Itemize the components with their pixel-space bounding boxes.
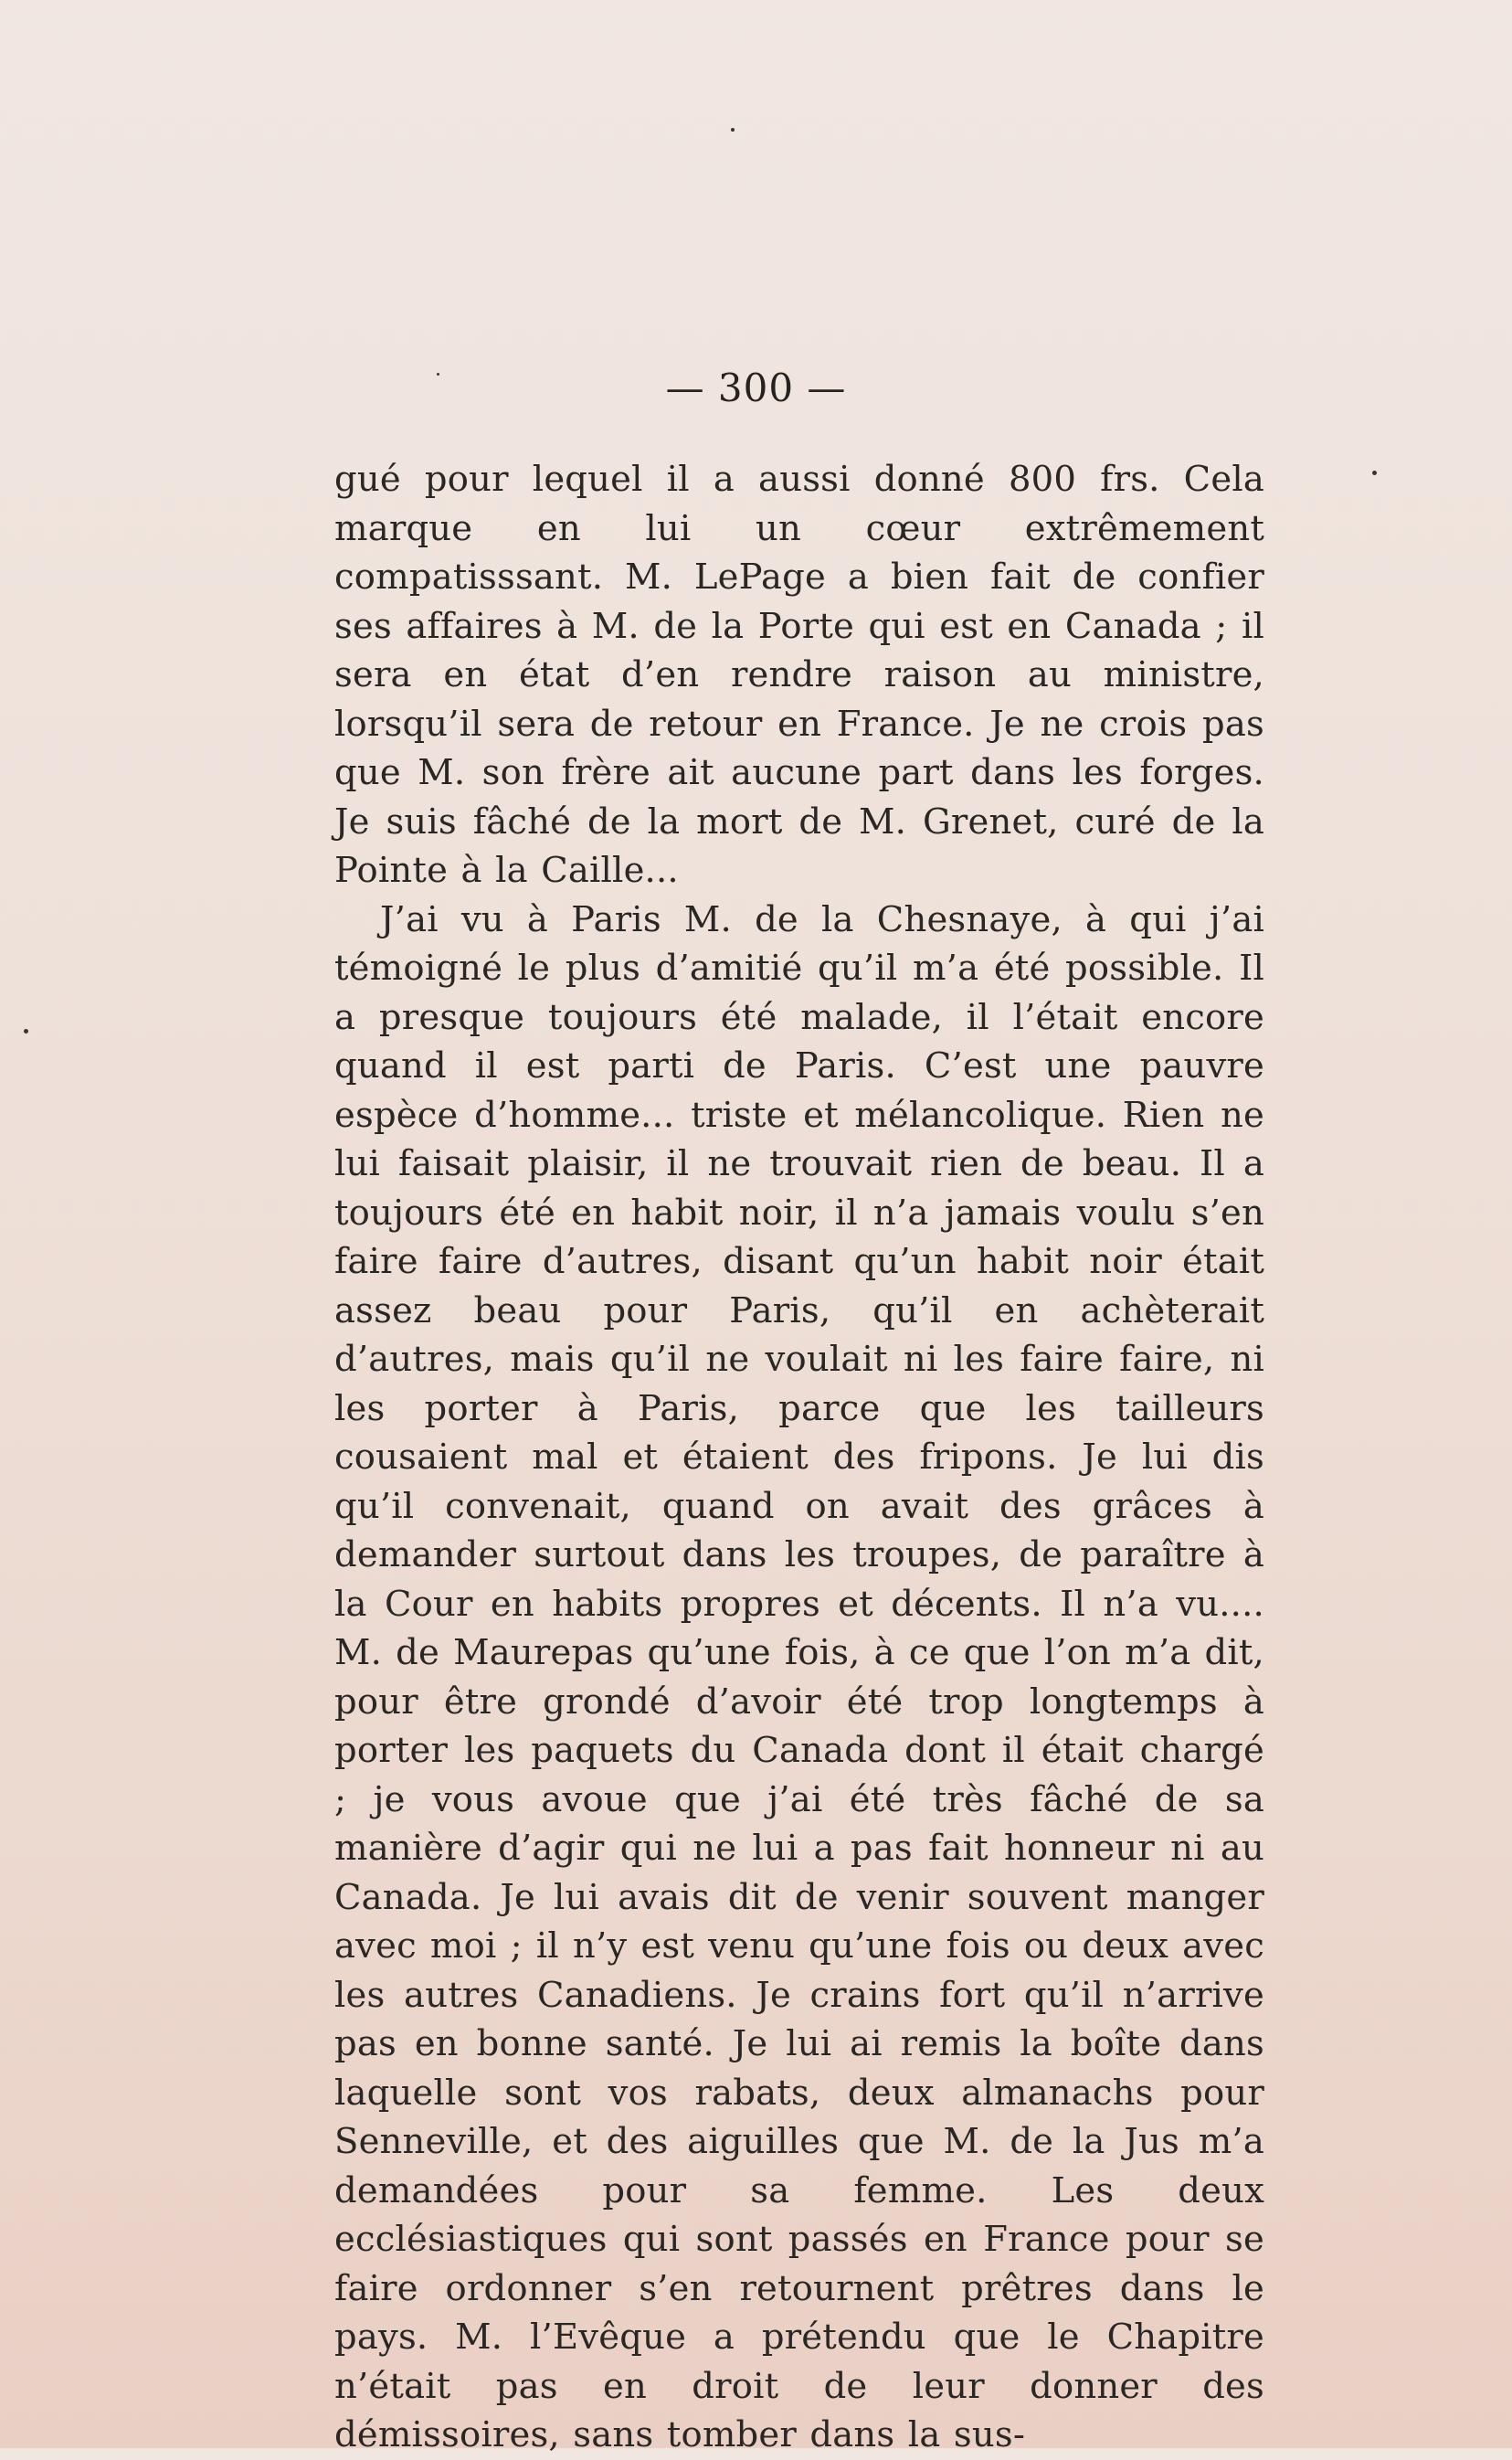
paper-speck (731, 128, 735, 132)
paragraph-chesnaye: J’ai vu à Paris M. de la Chesnaye, à qui j’ai témoigné le plus d’amitié qu’il m’a été possible. Il a presque toujours été malade, il l’était encore quand il est parti de Paris. C’est une pauvre espèce d’homme... triste et mélancolique. Rien ne lui faisait plaisir, il ne trouvait rien de beau. Il a toujours été en habit noir, il n’a jamais voulu s’en faire faire d’autres, disant qu’un habit noir était assez beau pour Paris, qu’il en achèterait d’autres, mais qu’il ne voulait ni les faire faire, ni les porter à Paris, parce que les tailleurs cousaient mal et étaient des fripons. Je lui dis qu’il convenait, quand on avait des grâces à demander surtout dans les troupes, de paraître à la Cour en habits propres et décents. Il n’a vu.... M. de Maurepas qu’une fois, à ce que l’on m’a dit, pour être grondé d’avoir été trop longtemps à porter les paquets du Canada dont il était chargé ; je vous avoue que j’ai été très fâché de sa manière d’agir qui ne lui a pas fait honneur ni au Canada. Je lui avais dit de venir souvent manger avec moi ; il n’y est venu qu’une fois ou deux avec les autres Canadiens. Je crains fort qu’il n’arrive pas en bonne santé. Je lui ai remis la boîte dans laquelle sont vos rabats, deux almanachs pour Senneville, et des aiguilles que M. de la Jus m’a demandées pour sa femme. Les deux ecclésiastiques qui sont passés en France pour se faire ordonner s’en retournent prêtres dans le pays. M. l’Evêque a prétendu que le Chapitre n’était pas en droit de leur donner des démissoires, sans tomber dans la sus- (334, 898, 1264, 2455)
paper-speck (1372, 471, 1377, 475)
paper-speck (24, 1029, 28, 1034)
paragraph-continuation: gué pour lequel il a aussi donné 800 frs. Cela marque en lui un cœur extrêmement compatisssant. M. LePage a bien fait de confier ses affaires à M. de la Porte qui est en Canada ; il sera en état d’en rendre raison au ministre, lorsqu’il sera de retour en France. Je ne crois pas que M. son frère ait aucune part dans les forges. Je suis fâché de la mort de M. Grenet, curé de la Pointe à la Caille... (334, 459, 1264, 891)
body-text (334, 455, 1264, 2460)
paper-speck (437, 373, 439, 376)
page-number: — 300 — (665, 366, 847, 410)
